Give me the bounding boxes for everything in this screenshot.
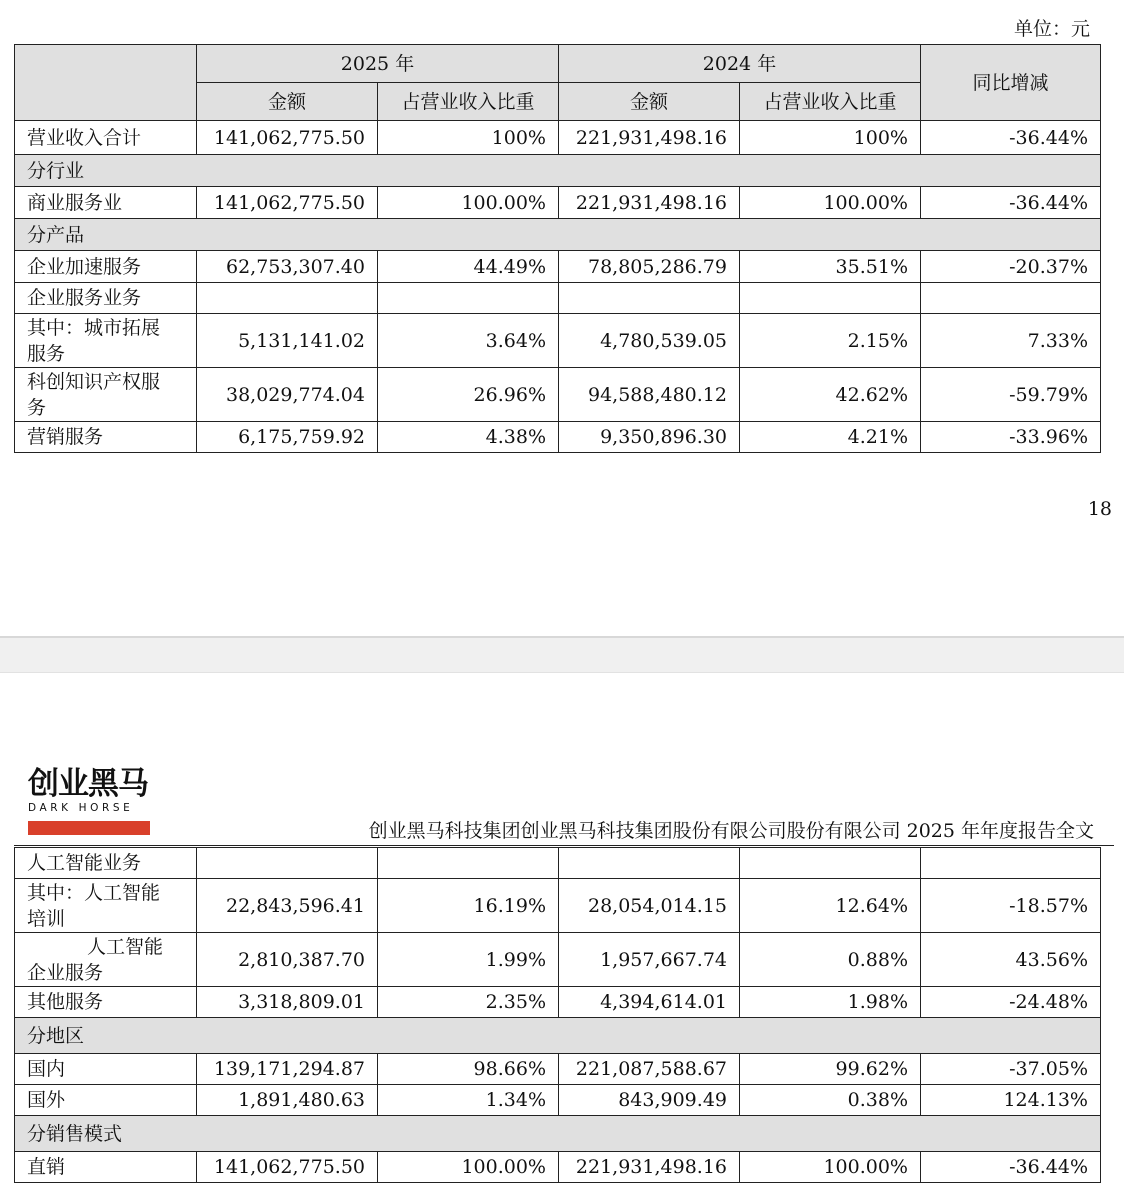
yoy-change-cell: 7.33% bbox=[921, 314, 1101, 368]
header-amount-2025: 金额 bbox=[197, 83, 378, 121]
header-year-2024: 2024 年 bbox=[559, 45, 921, 83]
header-ratio-2025: 占营业收入比重 bbox=[378, 83, 559, 121]
amount-2025-cell: 2,810,387.70 bbox=[197, 933, 378, 987]
table-row bbox=[15, 368, 1101, 422]
yoy-change-cell bbox=[921, 283, 1101, 314]
row-label: 国内 bbox=[15, 1054, 197, 1085]
yoy-change-cell bbox=[921, 848, 1101, 879]
amount-2024-cell: 843,909.49 bbox=[559, 1085, 740, 1116]
logo-chinese-text: 创业黑马 bbox=[28, 766, 148, 802]
amount-2024-cell: 94,588,480.12 bbox=[559, 368, 740, 422]
row-label: 企业服务业务 bbox=[15, 283, 197, 314]
amount-2024-cell: 1,957,667.74 bbox=[559, 933, 740, 987]
row-label-line2: 务 bbox=[27, 396, 47, 419]
row-label bbox=[15, 368, 197, 422]
ratio-2024-cell: 35.51% bbox=[740, 251, 921, 283]
amount-2024-cell bbox=[559, 283, 740, 314]
table-row bbox=[15, 283, 1101, 314]
revenue-table-part2 bbox=[14, 847, 1101, 1183]
section-label: 分地区 bbox=[15, 1018, 1101, 1054]
row-label: 人工智能业务 bbox=[15, 848, 197, 879]
yoy-change-cell: -36.44% bbox=[921, 1152, 1101, 1183]
amount-2024-cell: 28,054,014.15 bbox=[559, 879, 740, 933]
row-label-line1: 人工智能 bbox=[87, 935, 164, 958]
table-row bbox=[15, 251, 1101, 283]
yoy-change-cell: -37.05% bbox=[921, 1054, 1101, 1085]
report-header-title: 创业黑马科技集团创业黑马科技集团股份有限公司股份有限公司 2025 年年度报告全文 bbox=[368, 820, 1094, 842]
amount-2025-cell: 38,029,774.04 bbox=[197, 368, 378, 422]
amount-2024-cell: 4,780,539.05 bbox=[559, 314, 740, 368]
ratio-2025-cell: 100% bbox=[378, 121, 559, 155]
ratio-2025-cell: 44.49% bbox=[378, 251, 559, 283]
yoy-change-cell: -36.44% bbox=[921, 121, 1101, 155]
amount-2025-cell: 62,753,307.40 bbox=[197, 251, 378, 283]
ratio-2025-cell: 16.19% bbox=[378, 879, 559, 933]
table-row bbox=[15, 422, 1101, 453]
amount-2025-cell: 139,171,294.87 bbox=[197, 1054, 378, 1085]
ratio-2024-cell: 1.98% bbox=[740, 987, 921, 1018]
ratio-2025-cell: 4.38% bbox=[378, 422, 559, 453]
yoy-change-cell: 43.56% bbox=[921, 933, 1101, 987]
header-ratio-2024: 占营业收入比重 bbox=[740, 83, 921, 121]
logo-red-bar bbox=[28, 821, 150, 835]
ratio-2025-cell: 2.35% bbox=[378, 987, 559, 1018]
yoy-change-cell: -24.48% bbox=[921, 987, 1101, 1018]
table-row bbox=[15, 187, 1101, 219]
row-label-line1: 科创知识产权服 bbox=[27, 370, 161, 393]
ratio-2025-cell: 98.66% bbox=[378, 1054, 559, 1085]
revenue-table-part1 bbox=[14, 44, 1101, 453]
yoy-change-cell: -33.96% bbox=[921, 422, 1101, 453]
ratio-2024-cell: 42.62% bbox=[740, 368, 921, 422]
amount-2025-cell: 5,131,141.02 bbox=[197, 314, 378, 368]
ratio-2024-cell: 12.64% bbox=[740, 879, 921, 933]
amount-2024-cell: 221,931,498.16 bbox=[559, 187, 740, 219]
ratio-2025-cell: 3.64% bbox=[378, 314, 559, 368]
header-corner bbox=[15, 45, 197, 121]
amount-2024-cell: 4,394,614.01 bbox=[559, 987, 740, 1018]
yoy-change-cell: -20.37% bbox=[921, 251, 1101, 283]
section-row bbox=[15, 1018, 1101, 1054]
amount-2024-cell: 221,087,588.67 bbox=[559, 1054, 740, 1085]
row-label-line1: 其中：城市拓展 bbox=[27, 316, 161, 339]
row-label: 国外 bbox=[15, 1085, 197, 1116]
amount-2024-cell: 9,350,896.30 bbox=[559, 422, 740, 453]
yoy-change-cell: -36.44% bbox=[921, 187, 1101, 219]
amount-2024-cell bbox=[559, 848, 740, 879]
section-row bbox=[15, 219, 1101, 251]
ratio-2025-cell: 26.96% bbox=[378, 368, 559, 422]
row-label: 直销 bbox=[15, 1152, 197, 1183]
row-label bbox=[15, 314, 197, 368]
ratio-2024-cell: 100% bbox=[740, 121, 921, 155]
row-label-line1: 其中：人工智能 bbox=[27, 881, 161, 904]
page-number: 18 bbox=[1087, 498, 1112, 520]
header-yoy: 同比增减 bbox=[921, 45, 1101, 121]
table-row bbox=[15, 1152, 1101, 1183]
row-label: 企业加速服务 bbox=[15, 251, 197, 283]
amount-2025-cell bbox=[197, 283, 378, 314]
row-label-line2: 培训 bbox=[27, 907, 66, 930]
section-label: 分产品 bbox=[15, 219, 1101, 251]
ratio-2025-cell: 100.00% bbox=[378, 187, 559, 219]
header-year-2025: 2025 年 bbox=[197, 45, 559, 83]
row-label: 营业收入合计 bbox=[15, 121, 197, 155]
amount-2025-cell: 6,175,759.92 bbox=[197, 422, 378, 453]
company-logo bbox=[28, 768, 152, 835]
header-rule bbox=[14, 845, 1114, 846]
ratio-2024-cell: 100.00% bbox=[740, 1152, 921, 1183]
row-label: 其他服务 bbox=[15, 987, 197, 1018]
ratio-2024-cell: 0.38% bbox=[740, 1085, 921, 1116]
row-label: 营销服务 bbox=[15, 422, 197, 453]
amount-2025-cell: 22,843,596.41 bbox=[197, 879, 378, 933]
ratio-2024-cell bbox=[740, 283, 921, 314]
section-row bbox=[15, 1116, 1101, 1152]
ratio-2025-cell: 100.00% bbox=[378, 1152, 559, 1183]
ratio-2025-cell bbox=[378, 283, 559, 314]
table-row bbox=[15, 314, 1101, 368]
row-label bbox=[15, 879, 197, 933]
ratio-2025-cell: 1.34% bbox=[378, 1085, 559, 1116]
amount-2025-cell: 141,062,775.50 bbox=[197, 121, 378, 155]
amount-2025-cell: 3,318,809.01 bbox=[197, 987, 378, 1018]
table-row bbox=[15, 121, 1101, 155]
section-label: 分销售模式 bbox=[15, 1116, 1101, 1152]
amount-2025-cell: 141,062,775.50 bbox=[197, 1152, 378, 1183]
page-gap bbox=[0, 636, 1124, 673]
ratio-2024-cell: 99.62% bbox=[740, 1054, 921, 1085]
table-row bbox=[15, 1085, 1101, 1116]
logo-english-text: DARK HORSE bbox=[28, 802, 134, 814]
row-label: 商业服务业 bbox=[15, 187, 197, 219]
yoy-change-cell: 124.13% bbox=[921, 1085, 1101, 1116]
row-label-line2: 服务 bbox=[27, 342, 66, 365]
ratio-2024-cell: 100.00% bbox=[740, 187, 921, 219]
ratio-2025-cell: 1.99% bbox=[378, 933, 559, 987]
table-row bbox=[15, 933, 1101, 987]
section-label: 分行业 bbox=[15, 155, 1101, 187]
section-row bbox=[15, 155, 1101, 187]
table-row bbox=[15, 848, 1101, 879]
unit-label: 单位：元 bbox=[1013, 18, 1090, 40]
ratio-2024-cell: 0.88% bbox=[740, 933, 921, 987]
table-row bbox=[15, 1054, 1101, 1085]
amount-2025-cell bbox=[197, 848, 378, 879]
ratio-2025-cell bbox=[378, 848, 559, 879]
ratio-2024-cell bbox=[740, 848, 921, 879]
header-amount-2024: 金额 bbox=[559, 83, 740, 121]
table-row bbox=[15, 879, 1101, 933]
amount-2024-cell: 221,931,498.16 bbox=[559, 1152, 740, 1183]
amount-2025-cell: 141,062,775.50 bbox=[197, 187, 378, 219]
amount-2025-cell: 1,891,480.63 bbox=[197, 1085, 378, 1116]
table-row bbox=[15, 987, 1101, 1018]
ratio-2024-cell: 4.21% bbox=[740, 422, 921, 453]
yoy-change-cell: -59.79% bbox=[921, 368, 1101, 422]
row-label bbox=[15, 933, 197, 987]
amount-2024-cell: 78,805,286.79 bbox=[559, 251, 740, 283]
amount-2024-cell: 221,931,498.16 bbox=[559, 121, 740, 155]
yoy-change-cell: -18.57% bbox=[921, 879, 1101, 933]
ratio-2024-cell: 2.15% bbox=[740, 314, 921, 368]
row-label-line2: 企业服务 bbox=[27, 961, 104, 984]
